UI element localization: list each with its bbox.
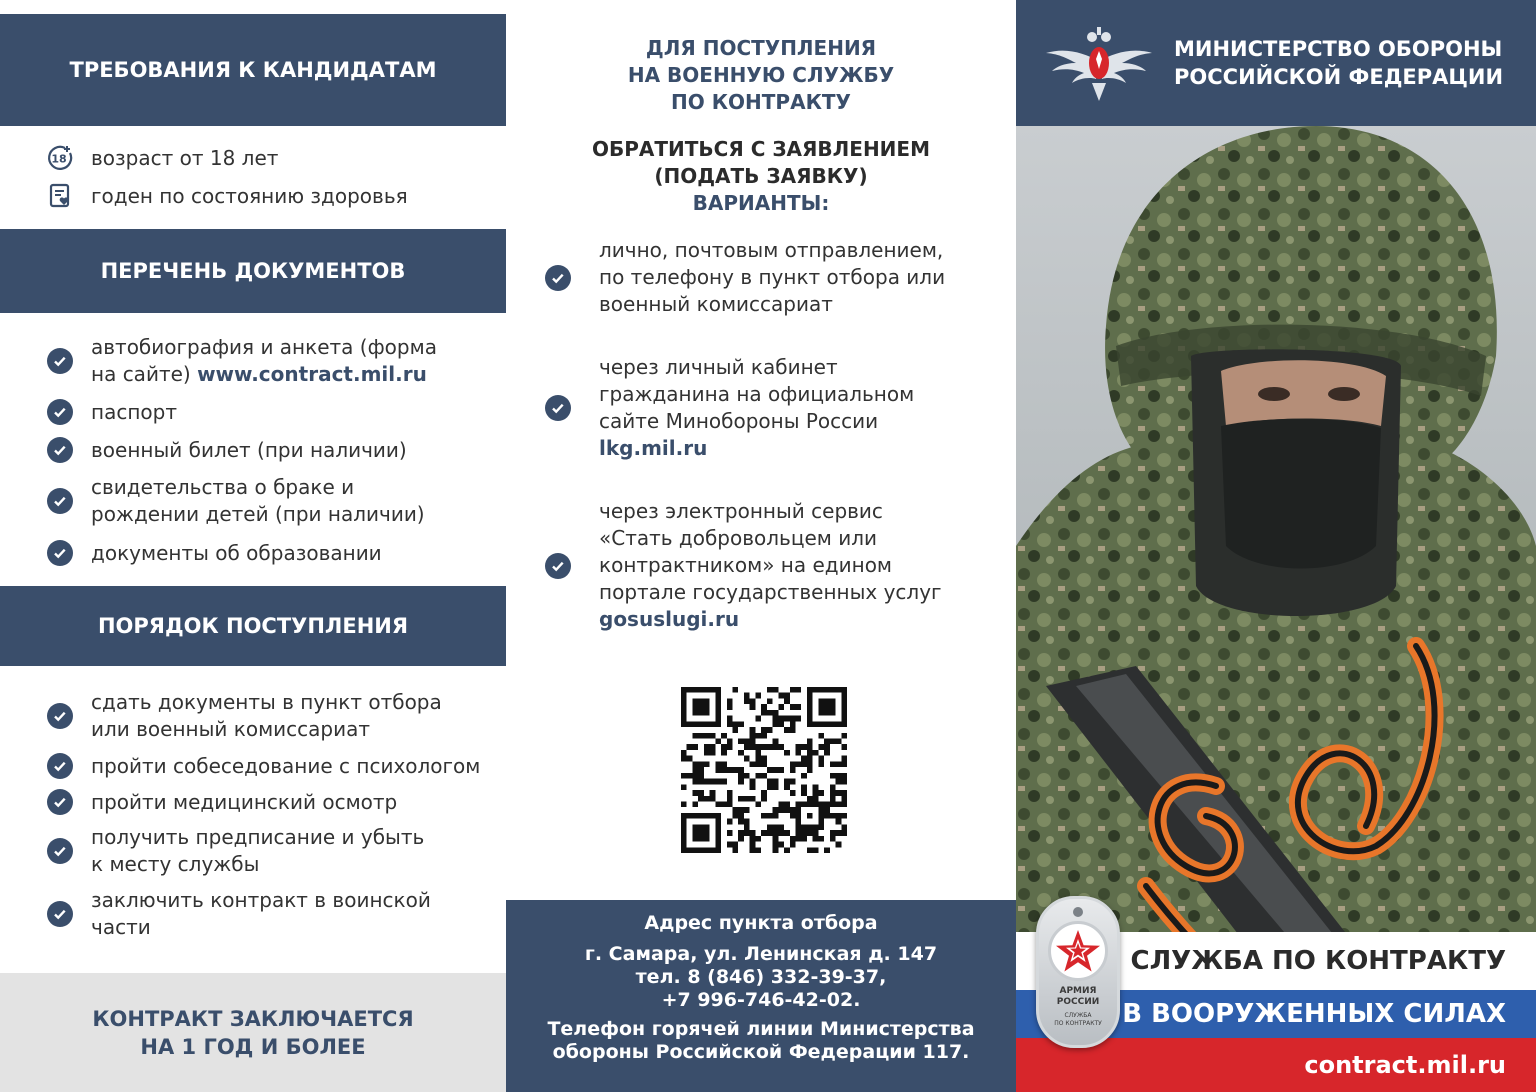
- procedure-step-1-line2: или военный комиссариат: [91, 717, 371, 741]
- contract-term-line2: НА 1 ГОД И БОЛЕЕ: [140, 1034, 366, 1059]
- apply-option-1-line3: военный комиссариат: [599, 292, 833, 316]
- main-heading-line1: ДЛЯ ПОСТУПЛЕНИЯ: [645, 36, 877, 60]
- check-icon: [46, 900, 74, 928]
- address-line1: г. Самара, ул. Ленинская д. 147: [584, 943, 938, 965]
- right-panel: [1016, 0, 1536, 1092]
- badge-line2: РОССИИ: [1056, 997, 1100, 1007]
- apply-option-1-line1: лично, почтовым отправлением,: [599, 238, 944, 262]
- check-icon: [46, 539, 74, 567]
- requirement-age-text: возраст от 18 лет: [91, 145, 279, 170]
- document-passport-text: паспорт: [91, 399, 177, 424]
- check-icon: [544, 394, 572, 422]
- middle-panel: [506, 0, 1016, 1092]
- document-bio-line2: на сайте): [91, 362, 198, 386]
- check-icon: [46, 788, 74, 816]
- check-icon: [46, 398, 74, 426]
- requirement-age: [46, 144, 496, 172]
- procedure-step-1: [46, 689, 496, 743]
- check-icon: [544, 552, 572, 580]
- procedure-step-2-text: пройти собеседование с психологом: [91, 753, 481, 778]
- procedure-step-5-line2: части: [91, 915, 151, 939]
- medical-card-icon: [46, 182, 74, 210]
- check-icon: [46, 436, 74, 464]
- main-heading-line2: НА ВОЕННУЮ СЛУЖБУ: [627, 63, 895, 87]
- requirements-header: [0, 14, 506, 126]
- address-phone-line2: +7 996-746-42-02.: [661, 989, 861, 1011]
- procedure-step-4-line1: получить предписание и убыть: [91, 825, 425, 849]
- document-military-id: [46, 436, 496, 464]
- left-panel: [0, 0, 506, 1092]
- procedure-step-2: [46, 752, 496, 780]
- address-title: Адрес пункта отбора: [644, 912, 878, 934]
- document-education: [46, 539, 496, 567]
- age-18-icon: [46, 144, 74, 172]
- hotline-line2: обороны Российской Федерации 117.: [552, 1041, 970, 1063]
- ministry-name: [1174, 35, 1503, 91]
- document-bio-line1: автобиография и анкета (форма: [91, 335, 437, 359]
- variants-label: ВАРИАНТЫ:: [692, 191, 830, 215]
- procedure-step-5-line1: заключить контракт в воинской: [91, 888, 431, 912]
- documents-title: ПЕРЕЧЕНЬ ДОКУМЕНТОВ: [100, 259, 406, 283]
- apply-option-1-line2: по телефону в пункт отбора или: [599, 265, 946, 289]
- procedure-step-1-line1: сдать документы в пункт отбора: [91, 690, 442, 714]
- badge-line1: АРМИЯ: [1059, 986, 1097, 996]
- badge-line4: ПО КОНТРАКТУ: [1054, 1020, 1102, 1027]
- lkg-link[interactable]: lkg.mil.ru: [599, 436, 708, 460]
- ministry-emblem-icon: [1044, 23, 1154, 103]
- procedure-step-4: [46, 824, 496, 878]
- apply-option-3: [544, 498, 984, 633]
- badge-hole: [1073, 907, 1083, 917]
- document-certificates: [46, 474, 496, 528]
- banner-line2: В ВООРУЖЕННЫХ СИЛАХ: [1122, 999, 1506, 1029]
- main-heading-line3: ПО КОНТРАКТУ: [671, 90, 851, 114]
- red-star-icon: [1048, 921, 1108, 981]
- procedure-header: [0, 586, 506, 666]
- apply-option-3-line2: «Стать добровольцем или: [599, 526, 877, 550]
- apply-option-2: [544, 354, 984, 462]
- check-icon: [46, 347, 74, 375]
- contract-site-link[interactable]: www.contract.mil.ru: [197, 362, 427, 386]
- document-certificates-line2: рождении детей (при наличии): [91, 502, 425, 526]
- document-education-text: документы об образовании: [91, 540, 382, 565]
- soldier-photo: [1016, 126, 1536, 1092]
- check-icon: [46, 702, 74, 730]
- apply-option-3-line4: портале государственных услуг: [599, 580, 942, 604]
- procedure-title: ПОРЯДОК ПОСТУПЛЕНИЯ: [97, 614, 409, 638]
- badge-line3: СЛУЖБА: [1064, 1012, 1092, 1019]
- apply-option-1: [544, 237, 984, 318]
- apply-heading: [506, 136, 1016, 217]
- check-icon: [46, 837, 74, 865]
- apply-option-2-line2: гражданина на официальном: [599, 382, 915, 406]
- apply-heading-line2: (ПОДАТЬ ЗАЯВКУ): [654, 164, 868, 188]
- procedure-step-4-line2: к месту службы: [91, 852, 260, 876]
- ministry-name-line2: РОССИЙСКОЙ ФЕДЕРАЦИИ: [1174, 65, 1504, 89]
- ministry-header: [1016, 0, 1536, 126]
- check-icon: [46, 487, 74, 515]
- apply-heading-line1: ОБРАТИТЬСЯ С ЗАЯВЛЕНИЕМ: [592, 137, 930, 161]
- requirement-health: [46, 182, 496, 210]
- requirement-health-text: годен по состоянию здоровья: [91, 183, 408, 208]
- gosuslugi-link[interactable]: gosuslugi.ru: [599, 607, 740, 631]
- apply-option-3-line3: контрактником» на едином: [599, 553, 893, 577]
- apply-option-3-line1: через электронный сервис: [599, 499, 883, 523]
- qr-code[interactable]: [681, 687, 847, 853]
- document-passport: [46, 398, 496, 426]
- requirements-title: ТРЕБОВАНИЯ К КАНДИДАТАМ: [69, 58, 437, 82]
- hotline-line1: Телефон горячей линии Министерства: [547, 1018, 975, 1040]
- banner-url[interactable]: contract.mil.ru: [1304, 1051, 1506, 1079]
- army-badge: [1036, 896, 1120, 1048]
- address-phone-line1: тел. 8 (846) 332-39-37,: [635, 966, 887, 988]
- procedure-step-5: [46, 887, 496, 941]
- address-box: [506, 900, 1016, 1092]
- document-military-id-text: военный билет (при наличии): [91, 437, 407, 462]
- documents-header: [0, 229, 506, 313]
- procedure-step-3-text: пройти медицинский осмотр: [91, 789, 398, 814]
- badge-service-text: [1039, 1012, 1117, 1028]
- check-icon: [46, 752, 74, 780]
- check-icon: [544, 264, 572, 292]
- contract-term-line1: КОНТРАКТ ЗАКЛЮЧАЕТСЯ: [92, 1006, 414, 1031]
- main-heading: [506, 35, 1016, 116]
- contract-term-box: [0, 973, 506, 1092]
- document-bio: [46, 334, 496, 388]
- banner-url-strip: [1016, 1038, 1536, 1092]
- apply-option-2-line3: сайте Минобороны России: [599, 409, 879, 433]
- procedure-step-3: [46, 788, 496, 816]
- badge-army-text: [1039, 986, 1117, 1008]
- svg-text:18: 18: [51, 152, 67, 166]
- document-certificates-line1: свидетельства о браке и: [91, 475, 355, 499]
- apply-option-2-line1: через личный кабинет: [599, 355, 838, 379]
- banner-line1: СЛУЖБА ПО КОНТРАКТУ: [1130, 946, 1506, 976]
- ministry-name-line1: МИНИСТЕРСТВО ОБОРОНЫ: [1174, 37, 1503, 61]
